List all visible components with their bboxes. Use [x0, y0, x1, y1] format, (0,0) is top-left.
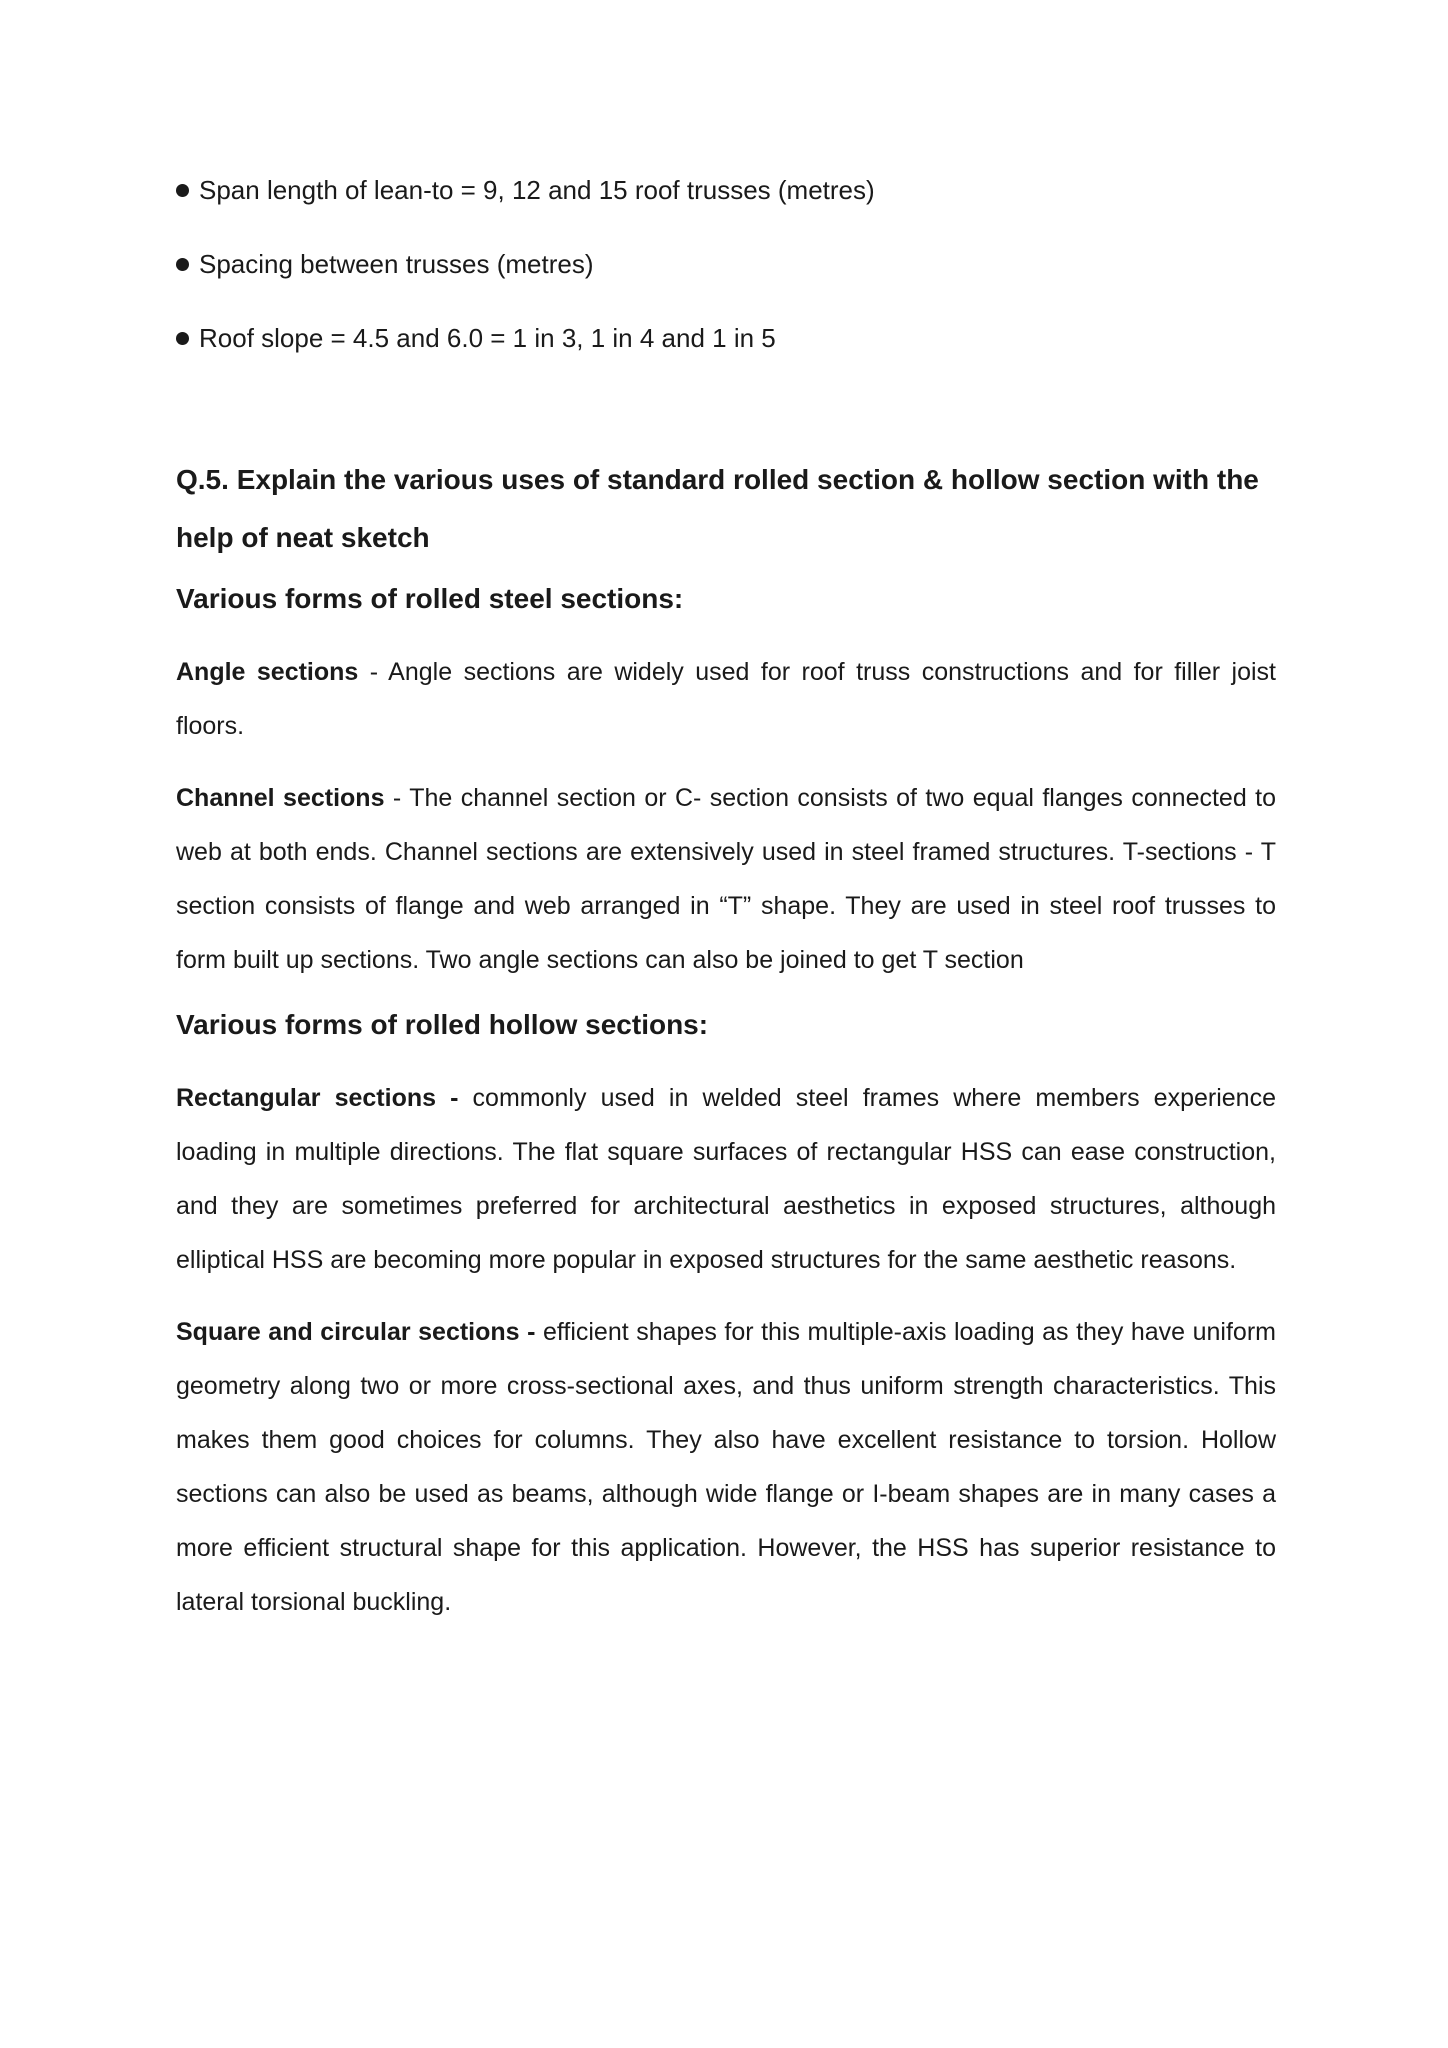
- square-circular-sections-paragraph: [176, 1305, 1276, 1629]
- square-circular-sections-text: efficient shapes for this multiple-axis loading as they have uniform geometry along two or more cross-sectional axes, and thus uniform strength characteristics. This makes them good choices for columns. They also have excellent resistance to torsion. Hollow sections can also be used as beams, although wide flange or I-beam shapes are in many cases a more efficient structural shape for this application. However, the HSS has superior resistance to lateral torsional buckling.: [176, 1318, 1276, 1616]
- rolled-steel-heading: Various forms of rolled steel sections:: [176, 583, 684, 614]
- rectangular-sections-term: Rectangular sections -: [176, 1084, 459, 1112]
- rolled-hollow-heading: Various forms of rolled hollow sections:: [176, 1009, 709, 1040]
- rectangular-sections-text: commonly used in welded steel frames where members experience loading in multiple directions. The flat square surfaces of rectangular HSS can ease construction, and they are sometimes preferred for architectural aesthetics in exposed structures, although elliptical HSS are becoming more popular in exposed structures for the same aesthetic reasons.: [176, 1084, 1276, 1274]
- angle-sections-text: - Angle sections are widely used for roof truss constructions and for filler joist floors.: [176, 658, 1276, 740]
- question-heading: Q.5. Explain the various uses of standard rolled section & hollow section with the help of neat sketch: [176, 464, 1259, 553]
- bullet-span-length: [176, 172, 1276, 208]
- bullet-spacing: [176, 246, 1276, 282]
- bullet-dot-icon: [176, 184, 189, 197]
- angle-sections-term: Angle sections: [176, 658, 359, 686]
- angle-sections-paragraph: [176, 645, 1276, 753]
- rectangular-sections-paragraph: [176, 1071, 1276, 1287]
- bullet-text: Roof slope = 4.5 and 6.0 = 1 in 3, 1 in 4 and 1 in 5: [199, 323, 776, 353]
- bullet-dot-icon: [176, 258, 189, 271]
- channel-sections-text: - The channel section or C- section consists of two equal flanges connected to web at both ends. Channel sections are extensively used in steel framed structures. T-sections - T section consists of flange and web arranged in “T” shape. They are used in steel roof trusses to form built up sections. Two angle sections can also be joined to get T section: [176, 784, 1276, 974]
- bullet-text: Span length of lean-to = 9, 12 and 15 roof trusses (metres): [199, 175, 875, 205]
- channel-sections-paragraph: [176, 771, 1276, 987]
- bullet-roof-slope: [176, 320, 1276, 356]
- bullet-text: Spacing between trusses (metres): [199, 249, 594, 279]
- bullet-dot-icon: [176, 332, 189, 345]
- document-page: [176, 172, 1276, 1647]
- channel-sections-term: Channel sections: [176, 784, 385, 812]
- square-circular-sections-term: Square and circular sections -: [176, 1318, 536, 1346]
